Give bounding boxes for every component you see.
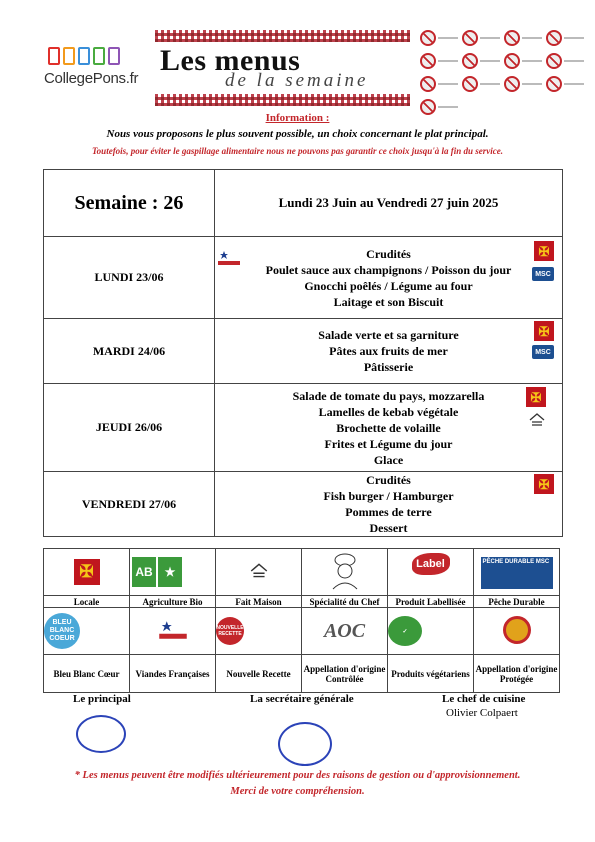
table-row — [44, 472, 563, 537]
produits-vegetariens-icon: ✓ — [388, 616, 422, 646]
college-logo-text: CollegePons.fr — [44, 70, 139, 87]
dish: Gnocchi poêlés / Légume au four — [304, 278, 473, 293]
secretaire-label: La secrétaire générale — [250, 693, 354, 705]
legend-cell — [130, 608, 216, 655]
legend-icon-row — [44, 549, 560, 596]
dish: Glace — [373, 452, 404, 467]
table-row — [44, 384, 563, 472]
legend-cell — [302, 608, 388, 655]
college-logo-squares — [48, 47, 120, 65]
legend-label: Viandes Françaises — [130, 655, 216, 693]
bleu-blanc-coeur-icon: BLEU BLANC COEUR — [44, 613, 80, 649]
logo-square-1 — [48, 47, 60, 65]
logo-square-3 — [78, 47, 90, 65]
legend-label: Bleu Blanc Cœur — [44, 655, 130, 693]
allergen-icons-grid — [420, 28, 590, 120]
week-dates: Lundi 23 Juin au Vendredi 27 juin 2025 — [215, 170, 563, 237]
dish: Pâtes aux fruits de mer — [329, 344, 448, 358]
allergen-icon — [462, 74, 504, 94]
footer-note: * Les menus peuvent être modifiés ultérieurement pour des raisons de gestion ou d'approvisionnement. — [74, 770, 521, 781]
viandes-francaises-icon — [217, 250, 241, 266]
allergen-icon — [504, 28, 546, 48]
legend-cell — [216, 549, 302, 596]
dishes-thursday — [215, 384, 563, 472]
legend-label: Produit Labellisée — [388, 596, 474, 608]
legend-label: Appellation d'origine Protégée — [474, 655, 560, 693]
allergen-icon — [462, 28, 504, 48]
dish: Poulet sauce aux champignons / Poisson du jour — [265, 262, 512, 277]
dish: Lamelles de kebab végétale — [318, 404, 459, 419]
nouvelle-recette-icon: NOUVELLE RECETTE — [216, 617, 244, 645]
dish: Laitage et son Biscuit — [333, 294, 444, 309]
occitanie-icon — [534, 474, 554, 494]
legend-cell — [302, 549, 388, 596]
logo-square-2 — [63, 47, 75, 65]
allergen-icon — [504, 51, 546, 71]
dishes-monday — [215, 237, 563, 319]
week-number: Semaine : 26 — [44, 170, 215, 237]
checkered-border-top — [155, 30, 410, 42]
dishes-tuesday — [215, 319, 563, 384]
logo-square-4 — [93, 47, 105, 65]
legend-cell — [388, 608, 474, 655]
principal-label: Le principal — [73, 693, 131, 705]
occitanie-icon — [534, 241, 554, 261]
legend-label: Nouvelle Recette — [216, 655, 302, 693]
menu-table — [43, 169, 563, 537]
dish: Salade verte et sa garniture — [318, 328, 459, 342]
msc-icon: MSC — [532, 267, 554, 281]
msc-icon: PÊCHE DURABLE MSC — [481, 557, 553, 589]
allergen-icon — [420, 28, 462, 48]
dish: Frites et Légume du jour — [324, 436, 453, 451]
legend-cell — [44, 608, 130, 655]
info-line-2: Toutefois, pour éviter le gaspillage alimentaire nous ne pouvons pas garantir ce choix jusqu'à la fin du service. — [92, 146, 503, 156]
page-subtitle: de la semaine — [225, 70, 369, 91]
aop-icon — [503, 616, 531, 644]
page-title: Les menus — [160, 44, 301, 77]
occitanie-icon — [534, 321, 554, 341]
fait-maison-icon — [528, 412, 546, 428]
chef-label: Le chef de cuisine — [442, 693, 526, 705]
checkered-border-bottom — [155, 94, 410, 106]
legend-cell — [474, 608, 560, 655]
dish: Salade de tomate du pays, mozzarella — [292, 388, 485, 403]
label-rouge-icon: Label Rouge — [412, 553, 450, 575]
legend-label: Spécialité du Chef — [302, 596, 388, 608]
legend-label-row — [44, 655, 560, 693]
logo-square-5 — [108, 47, 120, 65]
footer-thanks: Merci de votre compréhension. — [230, 786, 365, 797]
legend-cell — [130, 549, 216, 596]
info-label: Information : — [265, 112, 330, 124]
legend-label: Agriculture Bio — [130, 596, 216, 608]
dish: Crudités — [366, 473, 411, 487]
table-row — [44, 237, 563, 319]
table-row — [44, 170, 563, 237]
legend-label: Appellation d'origine Contrôlée — [302, 655, 388, 693]
legend-table — [43, 548, 560, 693]
aoc-icon: AOC — [323, 619, 366, 642]
school-stamp-icon — [278, 722, 332, 766]
chef-name: Olivier Colpaert — [446, 707, 518, 719]
dish: Brochette de volaille — [336, 420, 441, 435]
legend-cell — [44, 549, 130, 596]
dish: Crudités — [366, 246, 411, 261]
legend-icon-row — [44, 608, 560, 655]
dish: Pâtisserie — [363, 360, 414, 374]
day-label-tuesday: MARDI 24/06 — [44, 319, 215, 384]
allergen-icon — [420, 74, 462, 94]
agriculture-bio-icon: AB ★ — [130, 557, 184, 587]
occitanie-icon — [526, 387, 546, 407]
legend-label: Fait Maison — [216, 596, 302, 608]
day-label-thursday: JEUDI 26/06 — [44, 384, 215, 472]
table-row — [44, 319, 563, 384]
allergen-icon — [504, 74, 546, 94]
legend-cell — [388, 549, 474, 596]
allergen-icon — [546, 74, 588, 94]
msc-icon: MSC — [532, 345, 554, 359]
viandes-francaises-icon — [158, 617, 188, 643]
occitanie-icon: ✠ — [74, 559, 100, 585]
fait-maison-icon — [249, 562, 269, 580]
allergen-icon — [420, 51, 462, 71]
legend-cell — [216, 608, 302, 655]
legend-label: Pêche Durable — [474, 596, 560, 608]
dishes-friday — [215, 472, 563, 537]
school-stamp-icon — [76, 715, 126, 753]
legend-label-row — [44, 596, 560, 608]
legend-cell — [474, 549, 560, 596]
allergen-icon — [462, 51, 504, 71]
chef-icon — [325, 551, 365, 591]
dish: Pommes de terre — [345, 505, 432, 519]
day-label-friday: VENDREDI 27/06 — [44, 472, 215, 537]
day-label-monday: LUNDI 23/06 — [44, 237, 215, 319]
dish: Dessert — [369, 521, 408, 535]
dish: Fish burger / Hamburger — [323, 489, 454, 503]
legend-label: Produits végétariens — [388, 655, 474, 693]
info-line-1: Nous vous proposons le plus souvent possible, un choix concernant le plat principal. — [106, 128, 489, 140]
legend-label: Locale — [44, 596, 130, 608]
allergen-icon — [546, 51, 588, 71]
allergen-icon — [546, 28, 588, 48]
